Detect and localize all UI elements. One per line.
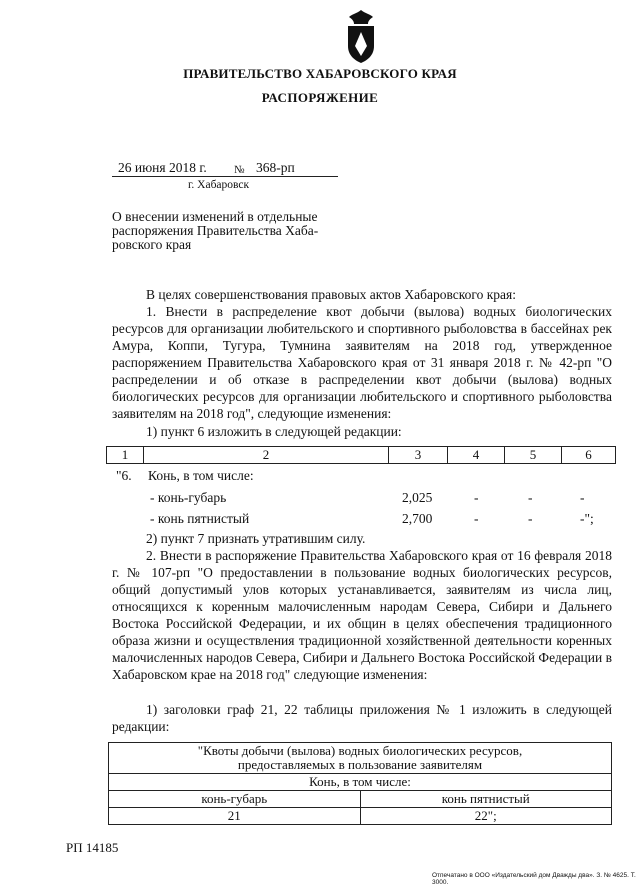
column-number: 3 [389, 447, 448, 464]
item-1-sub-1: 1) пункт 6 изложить в следующей редакции: [146, 424, 402, 439]
document-code: РП 14185 [66, 840, 119, 855]
column-number: 4 [448, 447, 505, 464]
item-1-paragraph: 1. Внести в распределение квот добычи (вылова) водных биологических ресурсов для организации любительского и спортивного рыболовства в бассейнах рек Амура, Коппи, Тугура, Тумнина заявителям на 2018 год, утвержденное распоряжением Правительства Хабаровского края от 31 января 2018 г. № 42-рп "О распределении и об отказе в распределении квот добычи (вылова) водных биологических ресурсов для организации любительского и спортивного рыболовства заявителям на 2018 год", следующие изменения: [112, 304, 612, 421]
subject-line: ровского края [112, 237, 192, 252]
row-label: Конь, в том числе: [148, 468, 254, 483]
quota-column-number: 21 [109, 808, 361, 825]
date-underline [112, 176, 338, 177]
row-value: - [474, 490, 479, 505]
row-value: -"; [580, 511, 594, 526]
row-value: - [528, 490, 533, 505]
subject [112, 210, 318, 252]
item-2-paragraph: 2. Внести в распоряжение Правительства Хабаровского края от 16 февраля 2018 г. № 107-рп "О предоставлении в пользование водных биологических ресурсов, общий допустимый улов которых устанавливается, заявителям из числа лиц, относящихся к коренным малочисленным народам Севера, Сибири и Дальнего Востока Российской Федерации, и их общин в целях обеспечения традиционного образа жизни и осуществления традиционной хозяйственной деятельности коренных малочисленных народов Севера, Сибири и Дальнего Востока Российской Федерации в Хабаровском крае на 2018 год" следующие изменения: [112, 548, 612, 682]
intro-paragraph: В целях совершенствования правовых актов Хабаровского края: [146, 287, 516, 302]
order-number: 368-рп [256, 160, 295, 175]
order-date: 26 июня 2018 г. [118, 160, 207, 175]
item-2-sub-1: 1) заголовки граф 21, 22 таблицы приложения № 1 изложить в следующей редакции: [112, 702, 612, 734]
quota-title-line: предоставляемых в пользование заявителям [237, 757, 483, 772]
row-value: 2,700 [402, 511, 433, 526]
quota-column-number: 22"; [360, 808, 612, 825]
row-value: - [580, 490, 585, 505]
row-number: "6. [116, 468, 132, 483]
item-1-sub-2: 2) пункт 7 признать утратившим силу. [146, 531, 366, 546]
printer-note: Отпечатано в ООО «Издательский дом Дважды два». З. № 4625. Т. 3000. [432, 872, 636, 886]
number-sign: № [234, 164, 245, 176]
row-value: 2,025 [402, 490, 433, 505]
row-value: - [474, 511, 479, 526]
subject-line: распоряжения Правительства Хаба- [112, 223, 319, 238]
subject-line: О внесении изменений в отдельные [112, 209, 318, 224]
quota-subheader: Конь, в том числе: [109, 774, 612, 791]
quota-title-line: "Квоты добычи (вылова) водных биологических ресурсов, [197, 743, 523, 758]
row-label: - конь пятнистый [150, 511, 250, 526]
row-label: - конь-губарь [150, 490, 227, 505]
quota-headers-table [108, 742, 612, 825]
coat-of-arms-icon [344, 8, 378, 64]
quota-title-cell [109, 743, 612, 774]
column-number: 5 [505, 447, 562, 464]
column-number: 2 [144, 447, 389, 464]
government-title: ПРАВИТЕЛЬСТВО ХАБАРОВСКОГО КРАЯ [183, 66, 457, 81]
city: г. Хабаровск [188, 179, 250, 191]
column-number: 1 [107, 447, 144, 464]
document-type: РАСПОРЯЖЕНИЕ [261, 90, 379, 105]
column-number: 6 [562, 447, 616, 464]
quota-column-header: конь пятнистый [360, 791, 612, 808]
column-number-table [106, 446, 616, 464]
row-value: - [528, 511, 533, 526]
quota-column-header: конь-губарь [109, 791, 361, 808]
